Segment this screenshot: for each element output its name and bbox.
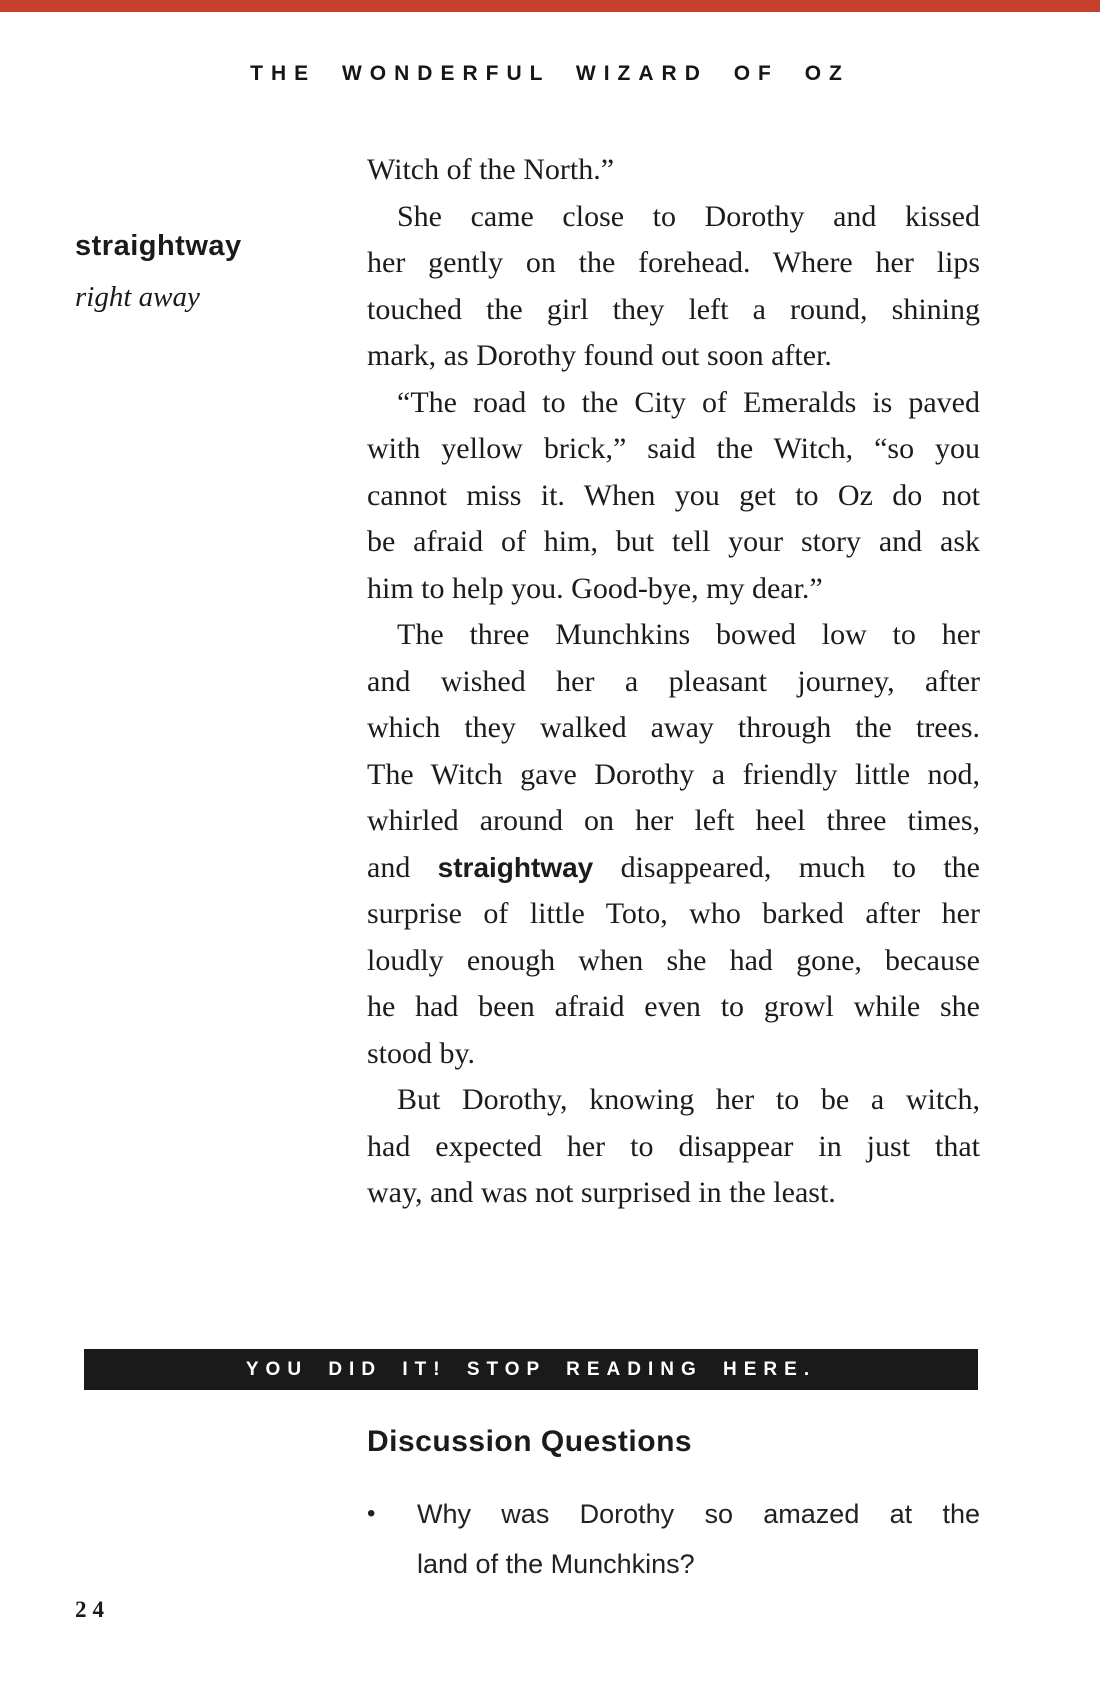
story-text-line: The three Munchkins bowed low to her xyxy=(397,618,980,651)
story-text-line: with yellow brick,” said the Witch, “so you xyxy=(367,432,980,465)
story-text-line: loudly enough when she had gone, because xyxy=(367,943,980,977)
discussion-question xyxy=(367,1489,980,1589)
story-text-line: be afraid of him, but tell your story and ask xyxy=(367,525,980,558)
discussion-question-line: land of the Munchkins? xyxy=(417,1549,695,1579)
discussion-question-list xyxy=(367,1489,980,1589)
vocabulary-definition: right away xyxy=(75,281,200,313)
discussion-section xyxy=(367,1425,980,1589)
story-text-line: touched the girl they left a round, shining xyxy=(367,292,980,326)
discussion-heading: Discussion Questions xyxy=(367,1425,693,1458)
story-text-line: mark, as Dorothy found out soon after. xyxy=(367,339,832,372)
story-text-line: him to help you. Good-bye, my dear.” xyxy=(367,571,823,605)
vocabulary-sidebar xyxy=(75,230,350,314)
story-text-line: he had been afraid even to growl while she xyxy=(367,990,980,1023)
story-text-line: cannot miss it. When you get to Oz do not xyxy=(367,478,980,512)
story-text-line: stood by. xyxy=(367,1036,476,1070)
story-text-line: her gently on the forehead. Where her lips xyxy=(367,246,980,279)
story-text-line: had expected her to disappear in just that xyxy=(367,1129,980,1163)
top-red-bar xyxy=(0,0,1100,12)
page-number: 24 xyxy=(75,1597,110,1622)
discussion-question-line: Why was Dorothy so amazed at the xyxy=(417,1499,980,1529)
story-text-line: surprise of little Toto, who barked after her xyxy=(367,897,980,930)
story-text-line: But Dorothy, knowing her to be a witch, xyxy=(397,1083,980,1116)
bullet-icon: • xyxy=(367,1500,376,1527)
story-text-line: Witch of the North.” xyxy=(367,153,615,186)
vocabulary-word-inline: straightway xyxy=(437,851,594,883)
story-text-line: whirled around on her left heel three times, xyxy=(367,804,980,837)
discussion-question-text xyxy=(417,1489,980,1589)
story-text-line: and wished her a pleasant journey, after xyxy=(367,664,980,698)
story-text-line: The Witch gave Dorothy a friendly little nod, xyxy=(367,757,980,791)
stop-reading-banner-text: YOU DID IT! STOP READING HERE. xyxy=(245,1358,817,1380)
stop-reading-banner xyxy=(84,1349,978,1390)
story-text-line: which they walked away through the trees. xyxy=(367,711,980,744)
vocabulary-term: straightway xyxy=(75,230,242,262)
story-text-line: She came close to Dorothy and kissed xyxy=(397,199,980,233)
running-head-title: THE WONDERFUL WIZARD OF OZ xyxy=(250,62,850,85)
story-text-line: “The road to the City of Emeralds is paved xyxy=(397,385,980,419)
story-text-line: way, and was not surprised in the least. xyxy=(367,1176,836,1209)
story-text-line: and straightway disappeared, much to the xyxy=(367,850,980,884)
story-text xyxy=(367,147,980,1217)
